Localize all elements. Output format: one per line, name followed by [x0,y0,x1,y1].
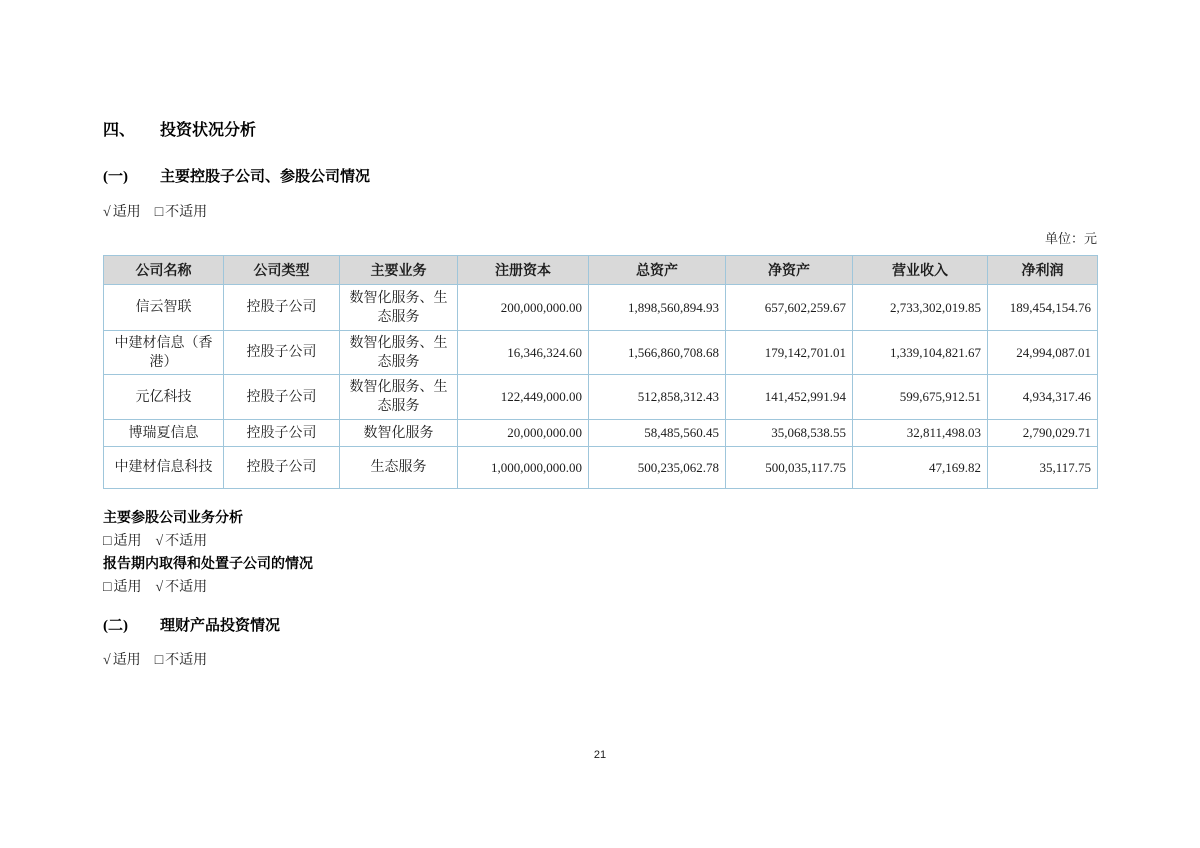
checkbox-empty-icon: □ [103,534,112,549]
not-applicable-label: 不适用 [165,205,208,220]
col-header-revenue: 营业收入 [853,256,988,285]
check-icon: √ [103,205,111,220]
subsection-number: (二) [103,618,128,634]
cell-company-name: 元亿科技 [104,375,224,420]
table-row [104,375,1098,420]
not-applicable-label: 不适用 [165,653,208,668]
page-number: 21 [593,749,607,761]
check-icon: √ [103,653,111,668]
table-row [104,285,1098,331]
not-applicable-label: 不适用 [165,580,208,595]
subsection-heading-2 [103,618,1097,634]
section-number: 四、 [103,122,136,139]
applicability-line-analysis [103,534,1097,550]
note-title-acquisition: 报告期内取得和处置子公司的情况 [103,557,313,572]
cell-main-business: 数智化服务、生态服务 [340,375,458,420]
cell-revenue: 1,339,104,821.67 [853,331,988,375]
cell-company-name: 信云智联 [104,285,224,331]
cell-net-assets: 500,035,117.75 [726,447,853,489]
cell-net-profit: 24,994,087.01 [988,331,1098,375]
cell-net-profit: 35,117.75 [988,447,1098,489]
cell-revenue: 32,811,498.03 [853,420,988,447]
cell-net-profit: 2,790,029.71 [988,420,1098,447]
cell-net-profit: 189,454,154.76 [988,285,1098,331]
col-header-registered-capital: 注册资本 [458,256,589,285]
cell-registered-capital: 20,000,000.00 [458,420,589,447]
cell-registered-capital: 16,346,324.60 [458,331,589,375]
cell-company-type: 控股子公司 [224,375,340,420]
checkbox-empty-icon: □ [154,653,164,668]
cell-total-assets: 512,858,312.43 [589,375,726,420]
subsection-title: 主要控股子公司、参股公司情况 [160,169,371,185]
cell-revenue: 2,733,302,019.85 [853,285,988,331]
cell-main-business: 生态服务 [340,447,458,489]
col-header-net-profit: 净利润 [988,256,1098,285]
cell-registered-capital: 1,000,000,000.00 [458,447,589,489]
table-row [104,331,1098,375]
applicability-line-acquisition [103,580,1097,596]
cell-total-assets: 1,898,560,894.93 [589,285,726,331]
applicable-label: 适用 [112,205,141,220]
cell-total-assets: 1,566,860,708.68 [589,331,726,375]
col-header-company-name: 公司名称 [104,256,224,285]
table-row [104,420,1098,447]
applicable-label: 适用 [112,653,141,668]
cell-main-business: 数智化服务 [340,420,458,447]
cell-registered-capital: 122,449,000.00 [458,375,589,420]
cell-revenue: 599,675,912.51 [853,375,988,420]
cell-company-name: 中建材信息科技 [104,447,224,489]
cell-company-type: 控股子公司 [224,331,340,375]
cell-net-profit: 4,934,317.46 [988,375,1098,420]
applicable-label: 适用 [113,534,142,549]
cell-net-assets: 657,602,259.67 [726,285,853,331]
cell-company-name: 中建材信息（香港） [104,331,224,375]
check-icon: √ [155,534,164,549]
cell-net-assets: 35,068,538.55 [726,420,853,447]
col-header-main-business: 主要业务 [340,256,458,285]
cell-total-assets: 500,235,062.78 [589,447,726,489]
cell-total-assets: 58,485,560.45 [589,420,726,447]
section-title: 投资状况分析 [160,122,257,139]
section-heading [103,121,1097,141]
checkbox-empty-icon: □ [103,580,112,595]
cell-main-business: 数智化服务、生态服务 [340,285,458,331]
checkbox-empty-icon: □ [154,205,164,220]
subsection-heading-1 [103,169,1097,185]
cell-net-assets: 141,452,991.94 [726,375,853,420]
table-header-row [104,256,1098,285]
cell-registered-capital: 200,000,000.00 [458,285,589,331]
subsection-title: 理财产品投资情况 [160,618,281,634]
cell-company-name: 博瑞夏信息 [104,420,224,447]
cell-net-assets: 179,142,701.01 [726,331,853,375]
applicability-line-wealth [103,653,1097,669]
subsidiaries-table [103,255,1098,489]
note-title-analysis: 主要参股公司业务分析 [103,511,243,526]
cell-main-business: 数智化服务、生态服务 [340,331,458,375]
cell-company-type: 控股子公司 [224,285,340,331]
applicable-label: 适用 [113,580,142,595]
applicability-line-holding [103,205,1097,221]
unit-label: 单位：元 [1044,231,1097,246]
check-icon: √ [155,580,164,595]
table-row [104,447,1098,489]
subsection-number: (一) [103,169,128,185]
cell-company-type: 控股子公司 [224,420,340,447]
cell-revenue: 47,169.82 [853,447,988,489]
cell-company-type: 控股子公司 [224,447,340,489]
col-header-company-type: 公司类型 [224,256,340,285]
col-header-total-assets: 总资产 [589,256,726,285]
col-header-net-assets: 净资产 [726,256,853,285]
not-applicable-label: 不适用 [165,534,208,549]
